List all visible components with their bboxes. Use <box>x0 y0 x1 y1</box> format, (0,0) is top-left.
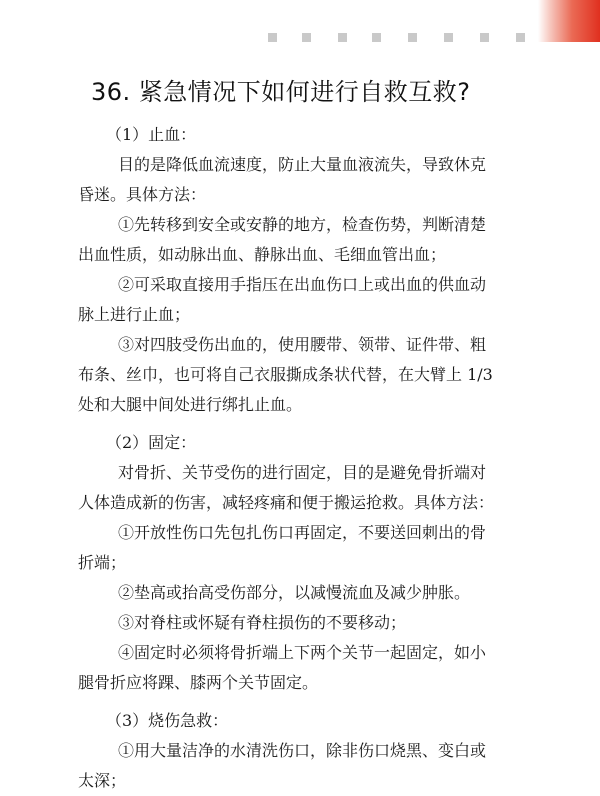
article-body <box>78 120 558 796</box>
paragraph-line: ②可采取直接用手指压在出血伤口上或出血的供血动 <box>118 275 487 294</box>
section-heading: （2）固定： <box>106 433 197 452</box>
header-dot <box>268 33 277 42</box>
paragraph-line: 对骨折、关节受伤的进行固定，目的是避免骨折端对 <box>118 463 487 482</box>
section-heading: （3）烧伤急救： <box>106 711 229 730</box>
paragraph-line: 目的是降低血流速度，防止大量血液流失，导致休克 <box>118 155 487 174</box>
paragraph-line: ②垫高或抬高受伤部分，以减慢流血及减少肿胀。 <box>118 583 471 602</box>
header-accent-block <box>538 0 600 42</box>
paragraph-line: 昏迷。具体方法： <box>78 185 207 204</box>
header-dot <box>302 33 311 42</box>
paragraph-line: 处和大腿中间处进行绑扎止血。 <box>78 395 303 414</box>
paragraph-line: ①用大量洁净的水清洗伤口，除非伤口烧黑、变白或 <box>118 741 487 760</box>
paragraph-line: 布条、丝巾，也可将自己衣服撕成条状代替，在大臂上 1/3 <box>78 365 493 384</box>
section-heading: （1）止血： <box>106 125 197 144</box>
paragraph-line: 太深； <box>78 771 127 790</box>
paragraph-line: 出血性质，如动脉出血、静脉出血、毛细血管出血； <box>78 245 447 264</box>
paragraph-line: 人体造成新的伤害，减轻疼痛和便于搬运抢救。具体方法： <box>78 493 495 512</box>
paragraph-line: 折端； <box>78 553 127 572</box>
paragraph-line: ①先转移到安全或安静的地方，检查伤势，判断清楚 <box>118 215 487 234</box>
header-dot <box>372 33 381 42</box>
header-dot <box>516 33 525 42</box>
paragraph-line: ③对脊柱或怀疑有脊柱损伤的不要移动； <box>118 613 407 632</box>
header-dot <box>338 33 347 42</box>
page-header-decoration <box>0 0 600 60</box>
page-title: 36. 紧急情况下如何进行自救互救? <box>91 78 471 106</box>
paragraph-line: ④固定时必须将骨折端上下两个关节一起固定，如小 <box>118 643 487 662</box>
paragraph-line: 脉上进行止血； <box>78 305 191 324</box>
header-dot <box>480 33 489 42</box>
header-dot <box>444 33 453 42</box>
paragraph-line: ③对四肢受伤出血的，使用腰带、领带、证件带、粗 <box>118 335 487 354</box>
paragraph-line: 腿骨折应将踝、膝两个关节固定。 <box>78 673 319 692</box>
header-dot <box>408 33 417 42</box>
paragraph-line: ①开放性伤口先包扎伤口再固定，不要送回刺出的骨 <box>118 523 487 542</box>
